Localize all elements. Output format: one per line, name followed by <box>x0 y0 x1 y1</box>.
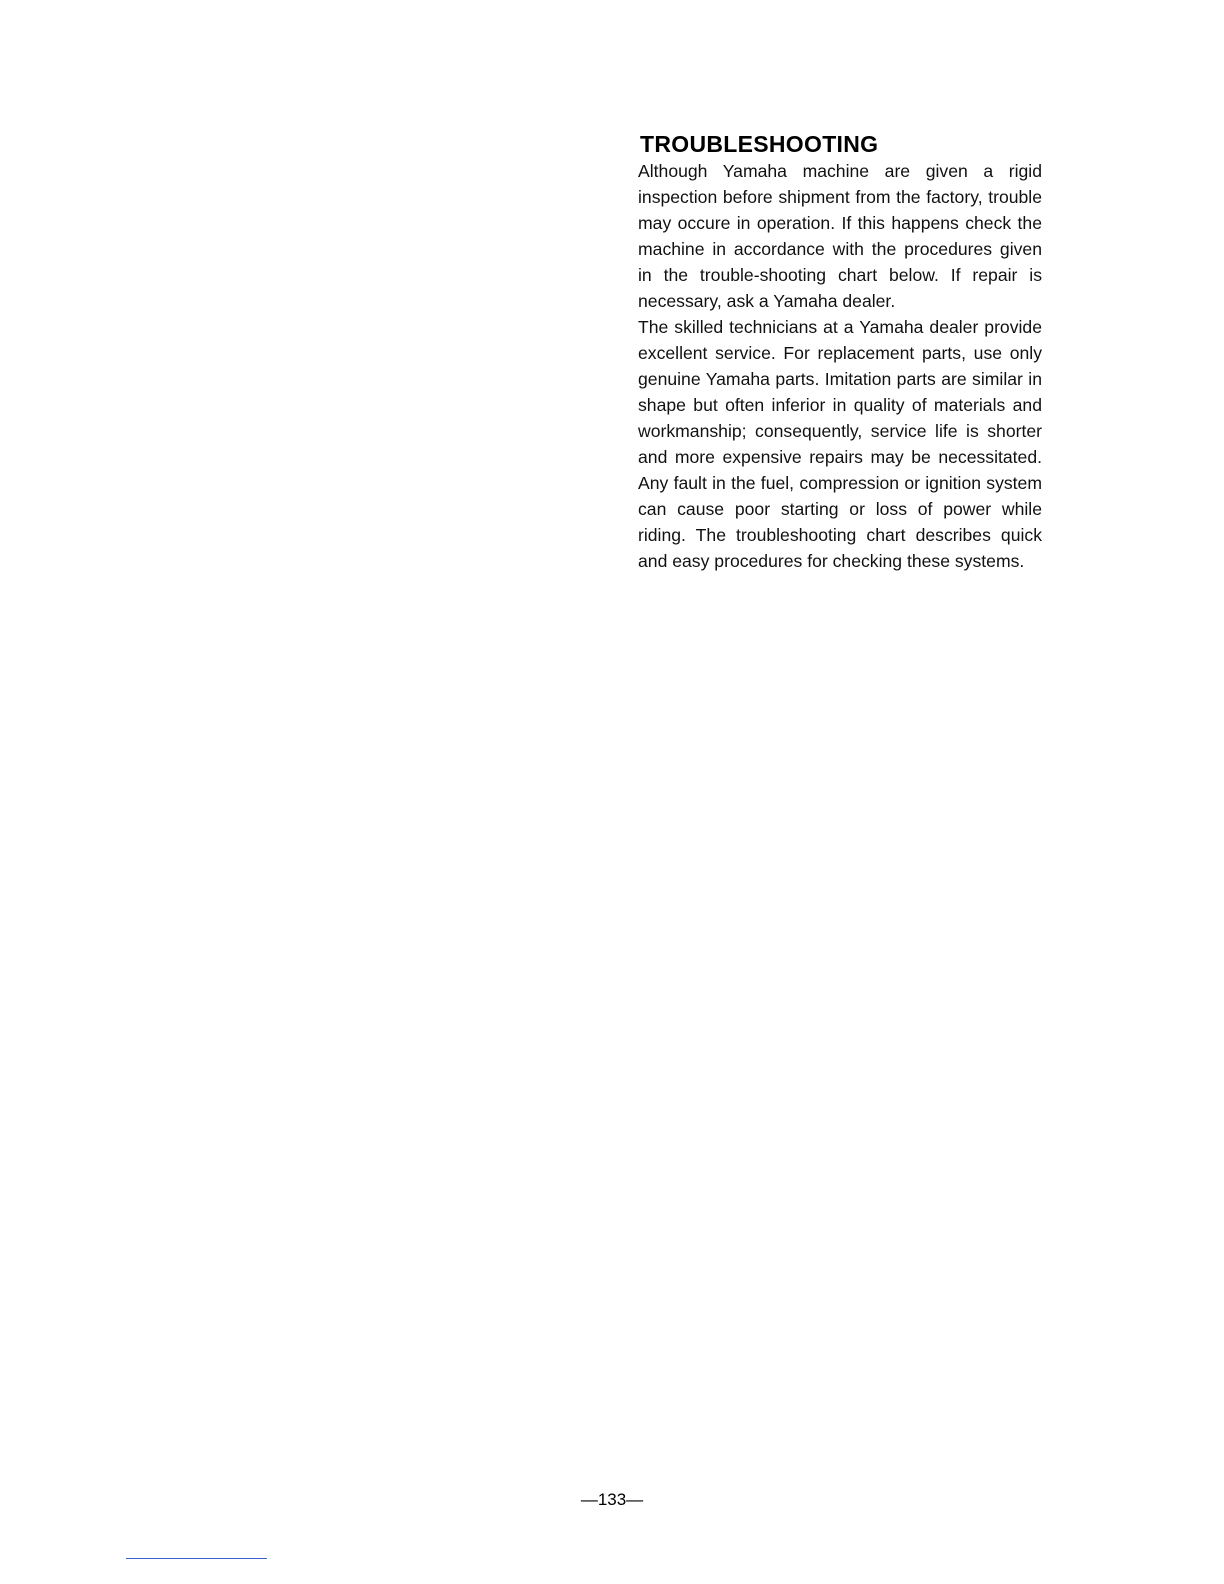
service-paragraph: The skilled technicians at a Yamaha dealer provide excellent service. For replacement parts, use only genuine Yamaha parts. Imitation parts are similar in shape but often inferior in quality of materials and workmanship; consequently, service life is shorter and more expensive repairs may be necessitated. Any fault in the fuel, compression or ignition system can cause poor starting or loss of power while riding. The troubleshooting chart describes quick and easy procedures for checking these systems. <box>638 317 1042 571</box>
section-title: TROUBLESHOOTING <box>640 131 879 157</box>
page-number: —133— <box>580 1490 644 1509</box>
footer-rule <box>126 1558 267 1559</box>
troubleshooting-section <box>638 130 1042 574</box>
intro-paragraph: Although Yamaha machine are given a rigid inspection before shipment from the factory, trouble may occure in operation. If this happens check the machine in accordance with the procedures given in the trouble-shooting chart below. If repair is necessary, ask a Yamaha dealer. <box>638 161 1042 311</box>
